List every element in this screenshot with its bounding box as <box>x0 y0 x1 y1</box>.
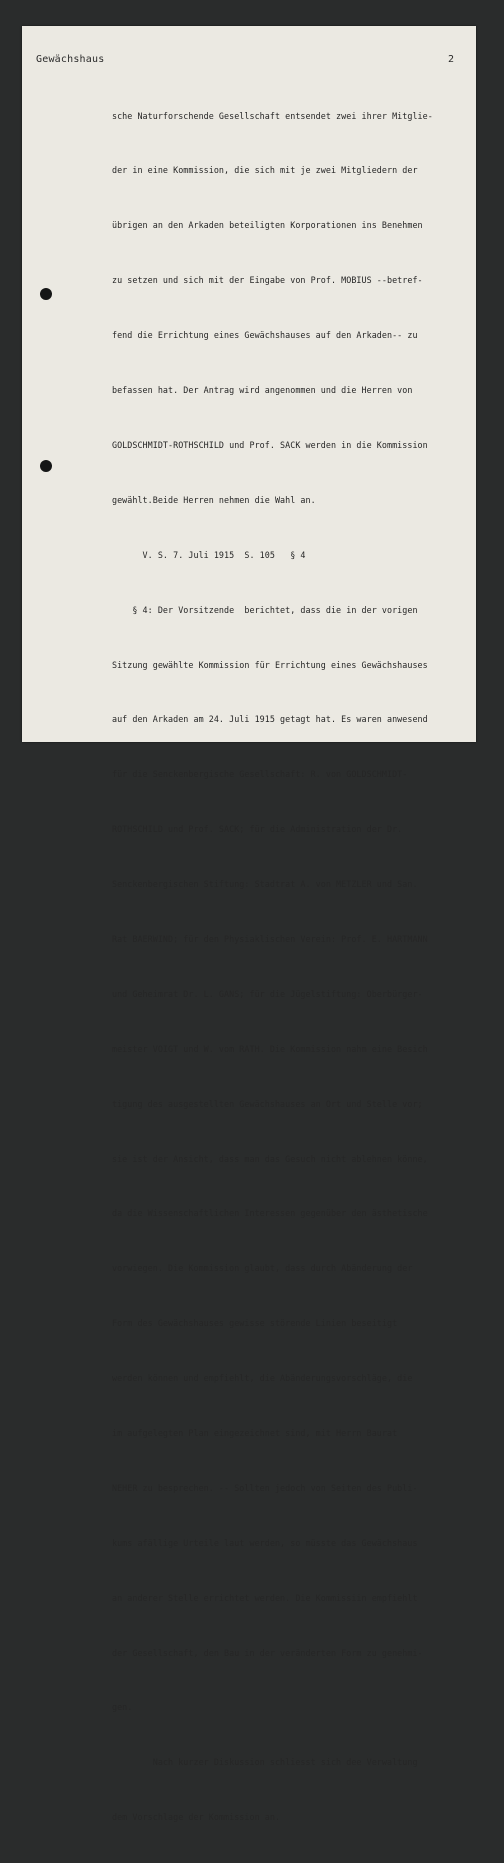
text-line: auf den Arkaden am 24. Juli 1915 getagt hat. Es waren anwesend <box>112 714 428 725</box>
text-line: an anderer Stelle errichtet werden. Die Kommissiin empfiehlt <box>112 1592 418 1603</box>
text-line: vorwiegen. Die Kommission glaubt, dass durch Abänderung der <box>112 1263 413 1274</box>
text-line: für die Senckenbergische Gesellschaft: R. von GOLDSCHMIDT- <box>112 769 408 780</box>
text-line: Rat BAERWIND; für den Physiaklischen Verein: Prof. E. HARTMANN <box>112 933 428 944</box>
header-title: Gewächshaus <box>36 54 105 65</box>
text-line: ROTHSCHILD und Prof. SACK; für die Administration der Dr. <box>112 824 403 835</box>
text-line: übrigen an den Arkaden beteiligten Korporationen ins Benehmen <box>112 220 423 231</box>
text-line: im aufgelegten Plan eingezeichnet sind, mit Herrn Baurat <box>112 1427 398 1438</box>
punch-hole <box>40 460 52 472</box>
text-line: sche Naturforschende Gesellschaft entsendet zwei ihrer Mitglie- <box>112 110 433 121</box>
text-line: § 4: Der Vorsitzende berichtet, dass die in der vorigen <box>112 604 418 615</box>
text-line: gewählt.Beide Herren nehmen die Wahl an. <box>112 494 316 505</box>
text-line: GOLDSCHMIDT-ROTHSCHILD und Prof. SACK werden in die Kommission <box>112 439 428 450</box>
text-line: der in eine Kommission, die sich mit je zwei Mitgliedern der <box>112 165 418 176</box>
text-line: zu setzen und sich mit der Eingabe von Prof. MOBIUS --betref- <box>112 275 423 286</box>
text-line: fend die Errichtung eines Gewächshauses auf den Arkaden-- zu <box>112 330 418 341</box>
text-line: befassen hat. Der Antrag wird angenommen und die Herren von <box>112 385 413 396</box>
page-number: 2 <box>447 54 454 65</box>
text-line: sie ist der Ansicht, dass man das Gesuch nicht ablehnen könne, <box>112 1153 428 1164</box>
text-line: Senckenbergischen Stiftung: Stadtrat A. von METZLER und San. <box>112 879 418 890</box>
punch-hole <box>40 288 52 300</box>
document-page <box>22 26 476 1823</box>
text-line: und Geheimrat Dr. L. GANS; für die Jügelstiftung: Oberbürger- <box>112 988 423 999</box>
text-line: Form des Gewächshauses gewisse störende Linien beseitigt <box>112 1318 398 1329</box>
text-line: kums afällige Urteile laut werden, so müsste das Gewächshaus <box>112 1537 418 1548</box>
body-text <box>112 70 462 1863</box>
text-line: dem Vorschlage der Kommission an. <box>112 1812 281 1823</box>
text-line: da die Wissenschaftlichen Interessen gegenüber den ästhetische <box>112 1208 428 1219</box>
text-line: Sitzung gewählte Kommission für Errichtung eines Gewächshauses <box>112 659 428 670</box>
text-line: der Gesellschaft, den Bau in der veränderten Form zu genehmi- <box>112 1647 423 1658</box>
text-line: NEHER zu besprechen. -- Sollten jedoch von Seiten des Publi- <box>112 1482 418 1493</box>
text-line: gen. <box>112 1702 133 1713</box>
text-line: meister VOIGT und W. vom RATH. Die Kommission nahm eine Besich <box>112 1043 428 1054</box>
text-line: Nach kurzer Diskussion schliesst sich dee Verwaltung <box>112 1757 418 1768</box>
reference-line: V. S. 7. Juli 1915 S. 105 § 4 <box>112 549 306 560</box>
text-line: werden können und empfiehlt, die Abänderungsvorschläge, die <box>112 1373 413 1384</box>
text-line: tigung des ausgestellten Gewächshauses an Ort und Stelle vor; <box>112 1098 423 1109</box>
